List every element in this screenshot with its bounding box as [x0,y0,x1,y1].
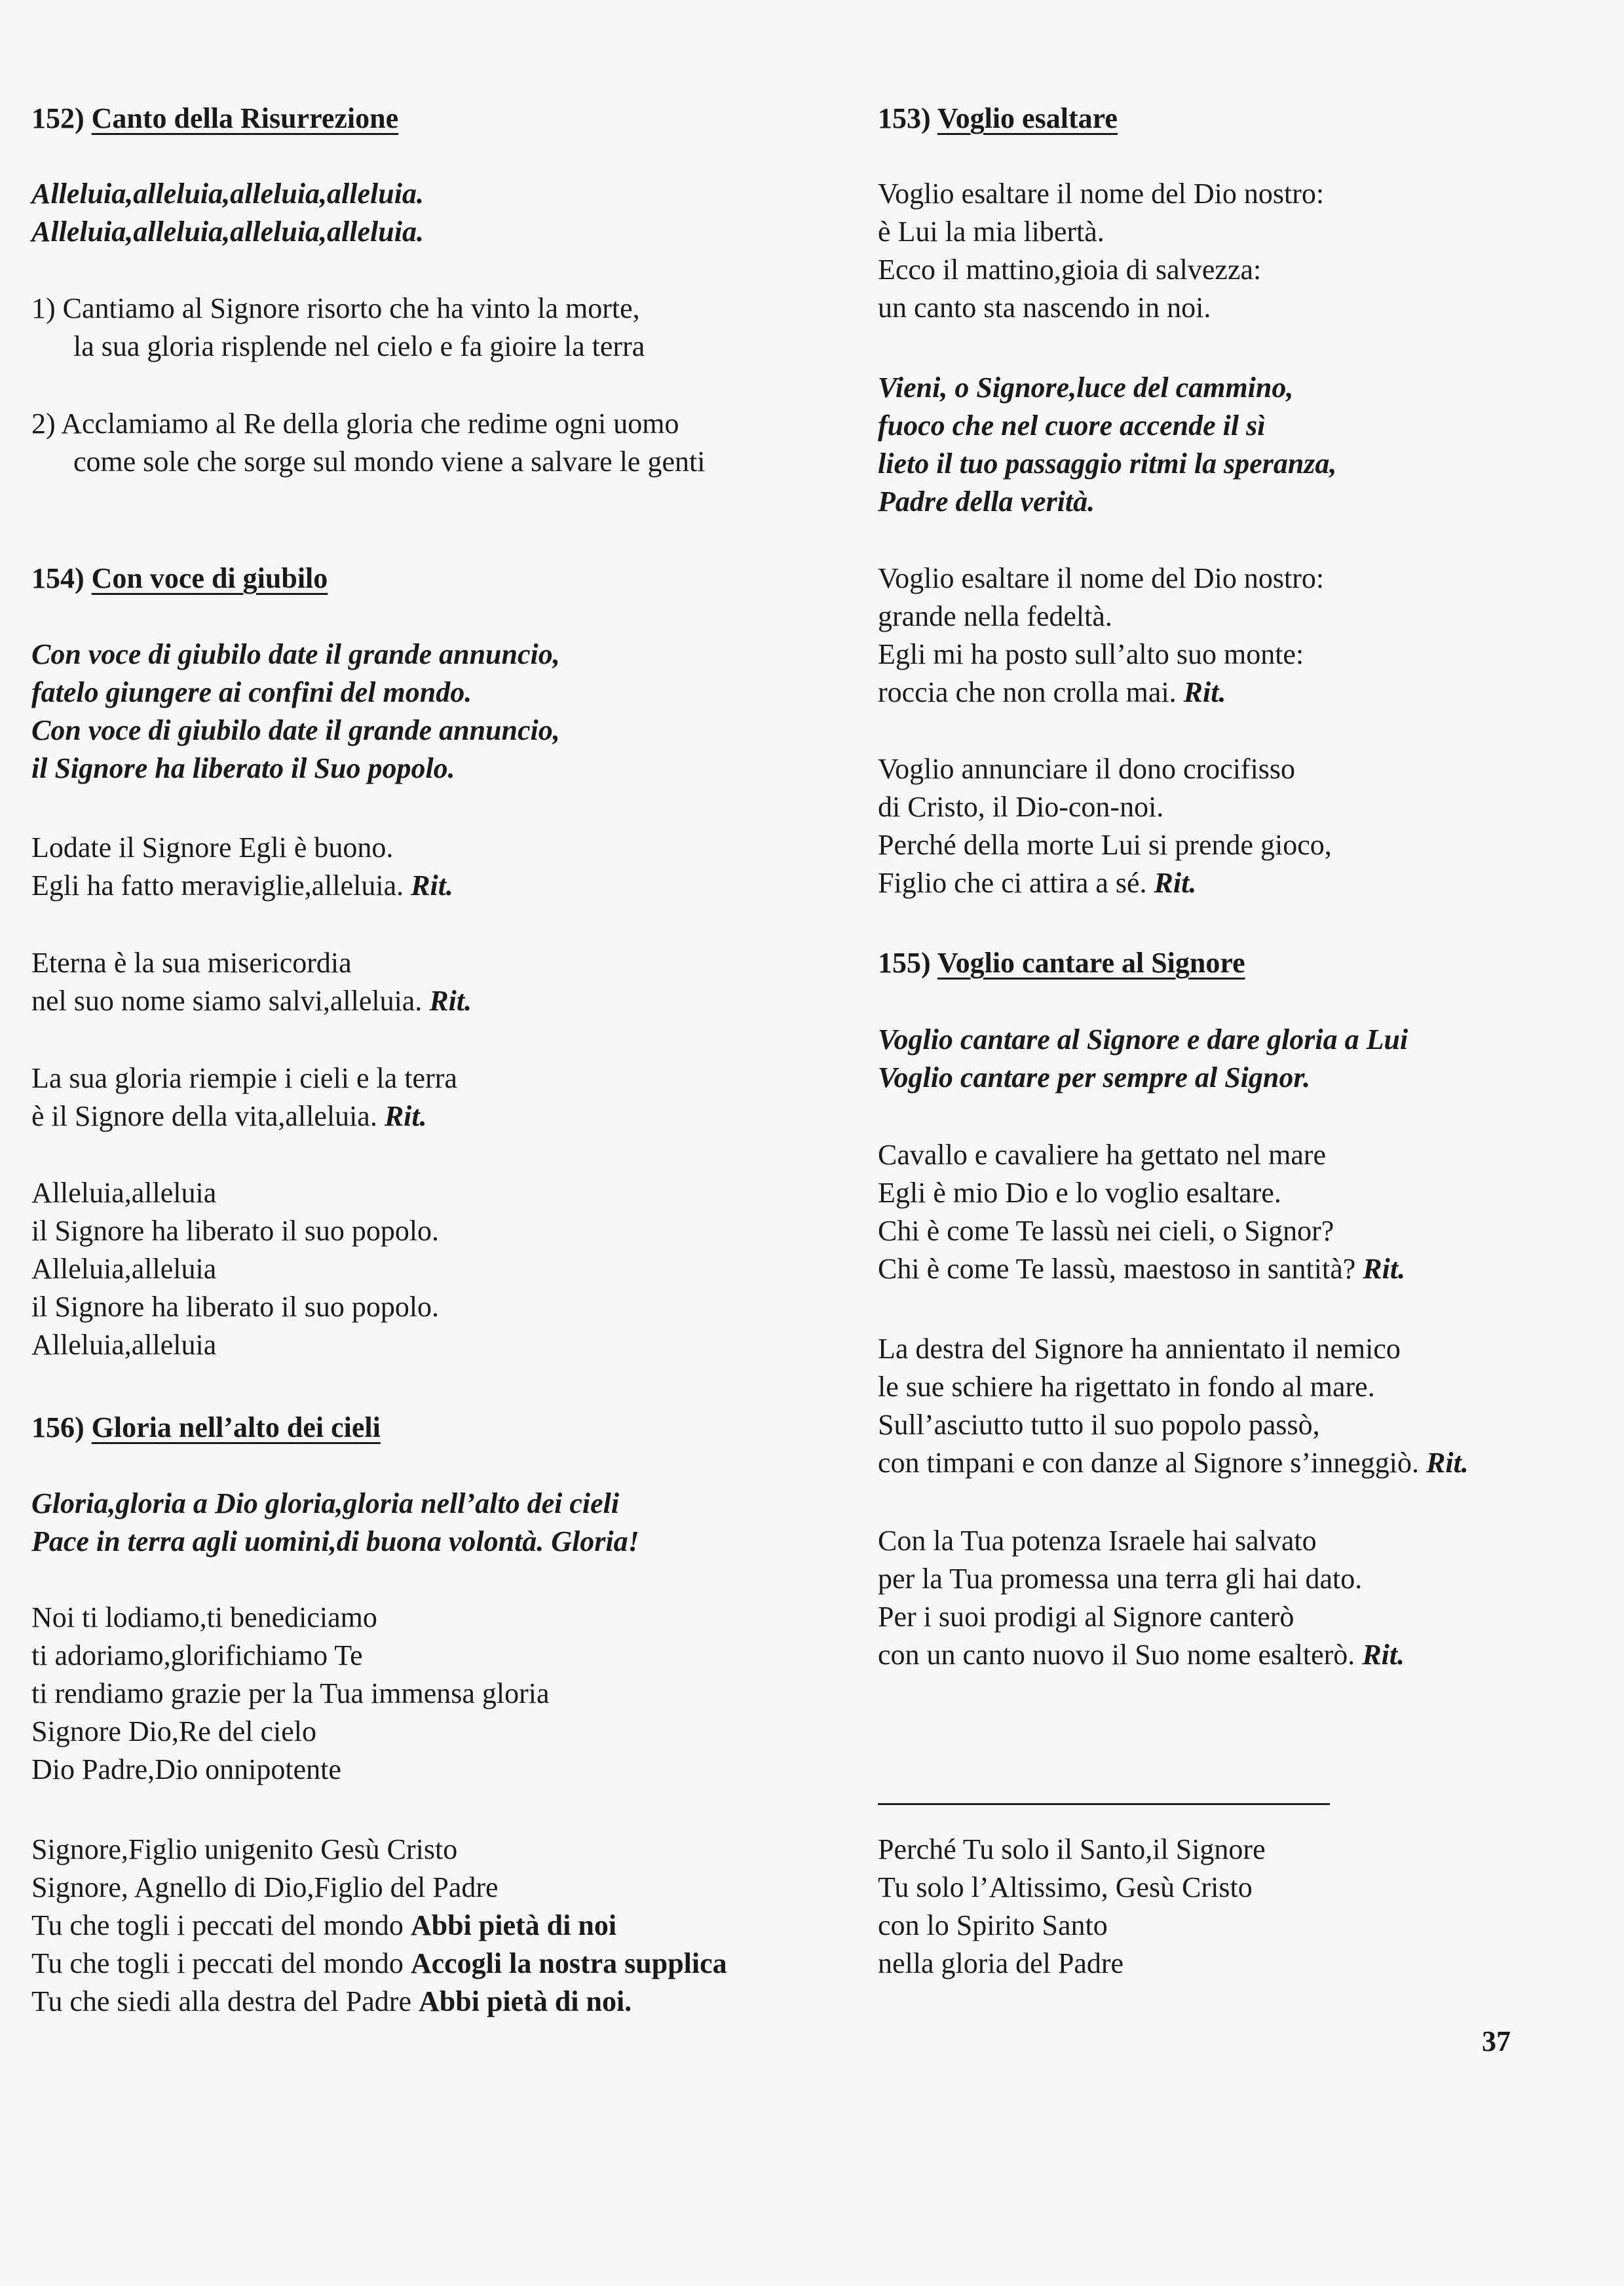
chorus-line: fatelo giungere ai confini del mondo. [31,676,472,708]
rit-marker: Rit. [1154,867,1197,899]
song-title-154: 154) Con voce di giubilo [31,562,328,594]
song-title-152: 152) Canto della Risurrezione [31,102,399,134]
verse-line: La destra del Signore ha annientato il nemico [878,1333,1401,1365]
chorus-line: Voglio cantare al Signore e dare gloria a Lui [878,1023,1408,1056]
rit-marker: Rit. [1426,1447,1469,1479]
verse-line: Signore, Agnello di Dio,Figlio del Padre [31,1871,499,1903]
chorus-line: il Signore ha liberato il Suo popolo. [31,752,455,784]
rit-marker: Rit. [411,869,453,902]
verse-line: la sua gloria risplende nel cielo e fa gioire la terra [73,330,645,362]
verse-line: con timpani e con danze al Signore s’inneggiò. Rit. [878,1447,1469,1479]
verse-line: nella gloria del Padre [878,1947,1124,1979]
chorus-line: Gloria,gloria a Dio gloria,gloria nell’alto dei cieli [31,1487,620,1519]
verse-line: Egli mi ha posto sull’alto suo monte: [878,638,1304,670]
chorus-line: lieto il tuo passaggio ritmi la speranza, [878,448,1337,480]
verse-line: Egli ha fatto meraviglie,alleluia. Rit. [31,869,453,902]
verse-line: Voglio annunciare il dono crocifisso [878,753,1296,785]
verse-line: Alleluia,alleluia [31,1329,217,1361]
chorus-line: Con voce di giubilo date il grande annuncio, [31,638,560,670]
verse-line: per la Tua promessa una terra gli hai dato. [878,1563,1363,1595]
verse-line: Signore Dio,Re del cielo [31,1715,317,1747]
verse-line: Tu che siedi alla destra del Padre Abbi pietà di noi. [31,1985,632,2017]
verse-line: il Signore ha liberato il suo popolo. [31,1215,440,1247]
verse-line: Alleluia,alleluia [31,1177,217,1209]
chorus-line: Con voce di giubilo date il grande annuncio, [31,714,560,746]
verse-line: Per i suoi prodigi al Signore canterò [878,1601,1294,1633]
verse-line: Voglio esaltare il nome del Dio nostro: [878,178,1325,210]
verse-line: Chi è come Te lassù nei cieli, o Signor? [878,1215,1334,1247]
verse-line: Signore,Figlio unigenito Gesù Cristo [31,1833,458,1865]
verse-line: grande nella fedeltà. [878,600,1112,632]
verse-line: Figlio che ci attira a sé. Rit. [878,867,1197,899]
song-title-153: 153) Voglio esaltare [878,102,1118,134]
verse-line: Cavallo e cavaliere ha gettato nel mare [878,1139,1327,1171]
chorus-line: Pace in terra agli uomini,di buona volontà. Gloria! [31,1525,639,1557]
verse-line: ti adoriamo,glorifichiamo Te [31,1639,363,1671]
page-number: 37 [1482,2025,1511,2057]
verse-line: come sole che sorge sul mondo viene a salvare le genti [73,446,706,478]
verse-line: Sull’asciutto tutto il suo popolo passò, [878,1409,1320,1441]
verse-line: roccia che non crolla mai. Rit. [878,676,1226,708]
verse-line: 1) Cantiamo al Signore risorto che ha vinto la morte, [31,292,640,324]
verse-line: Tu solo l’Altissimo, Gesù Cristo [878,1871,1253,1903]
verse-line: Ecco il mattino,gioia di salvezza: [878,254,1262,286]
verse-line: con lo Spirito Santo [878,1909,1108,1941]
verse-line: Egli è mio Dio e lo voglio esaltare. [878,1177,1281,1209]
verse-line: di Cristo, il Dio-con-noi. [878,791,1164,823]
song-title-155: 155) Voglio cantare al Signore [878,947,1245,979]
song-title-156: 156) Gloria nell’alto dei cieli [31,1411,381,1443]
verse-line: con un canto nuovo il Suo nome esalterò. Rit. [878,1639,1405,1671]
chorus-line: fuoco che nel cuore accende il sì [878,410,1266,442]
rit-marker: Rit. [1183,676,1226,708]
verse-line: Perché Tu solo il Santo,il Signore [878,1833,1266,1865]
verse-line: Tu che togli i peccati del mondo Abbi pietà di noi [31,1909,617,1941]
verse-line: il Signore ha liberato il suo popolo. [31,1291,440,1323]
rit-marker: Rit. [384,1100,427,1132]
verse-line: Chi è come Te lassù, maestoso in santità? Rit. [878,1253,1406,1285]
verse-line: Tu che togli i peccati del mondo Accogli la nostra supplica [31,1947,727,1979]
verse-line: Alleluia,alleluia [31,1253,217,1285]
verse-line: ti rendiamo grazie per la Tua immensa gloria [31,1677,550,1709]
verse-line: La sua gloria riempie i cieli e la terra [31,1062,457,1094]
verse-line: Perché della morte Lui si prende gioco, [878,829,1332,861]
verse-line: le sue schiere ha rigettato in fondo al mare. [878,1371,1375,1403]
section-divider [878,1803,1330,1805]
chorus-line: Vieni, o Signore,luce del cammino, [878,371,1294,404]
chorus-line: Alleluia,alleluia,alleluia,alleluia. [31,178,424,210]
rit-marker: Rit. [1362,1639,1405,1671]
chorus-line: Voglio cantare per sempre al Signor. [878,1061,1311,1094]
verse-line: nel suo nome siamo salvi,alleluia. Rit. [31,985,472,1017]
verse-line: Voglio esaltare il nome del Dio nostro: [878,562,1325,594]
verse-line: Con la Tua potenza Israele hai salvato [878,1525,1317,1557]
verse-line: 2) Acclamiamo al Re della gloria che redime ogni uomo [31,408,679,440]
chorus-line: Alleluia,alleluia,alleluia,alleluia. [31,216,424,248]
verse-line: un canto sta nascendo in noi. [878,292,1211,324]
verse-line: Lodate il Signore Egli è buono. [31,831,394,864]
rit-marker: Rit. [429,985,472,1017]
verse-line: è Lui la mia libertà. [878,216,1105,248]
verse-line: Eterna è la sua misericordia [31,947,352,979]
verse-line: Dio Padre,Dio onnipotente [31,1753,341,1785]
rit-marker: Rit. [1363,1253,1406,1285]
verse-line: è il Signore della vita,alleluia. Rit. [31,1100,427,1132]
chorus-line: Padre della verità. [878,486,1095,518]
verse-line: Noi ti lodiamo,ti benediciamo [31,1601,377,1633]
